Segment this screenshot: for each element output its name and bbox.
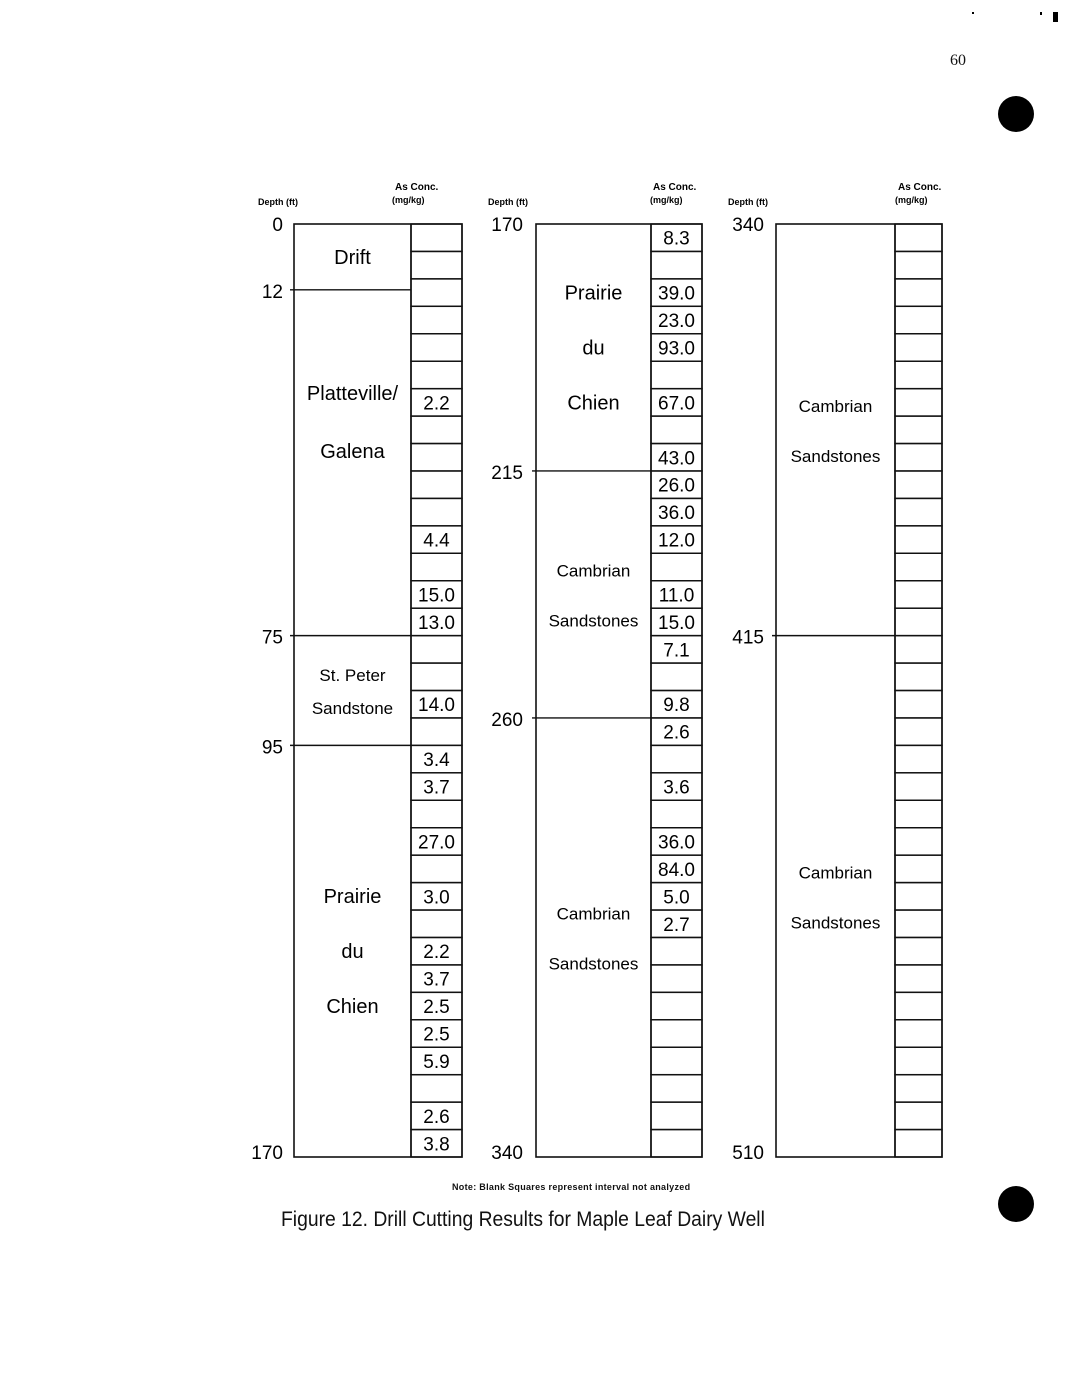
sample-value: 11.0	[658, 585, 695, 607]
sample-cell	[895, 1102, 942, 1129]
sample-cell	[411, 306, 462, 333]
sample-cell	[411, 1075, 462, 1102]
depth-header: Depth (ft)	[258, 197, 298, 207]
sample-cell	[895, 992, 942, 1019]
sample-value: 3.4	[423, 750, 450, 772]
depth-label: 95	[261, 737, 283, 759]
figure-note: Note: Blank Squares represent interval not analyzed	[452, 1182, 691, 1192]
sample-cell	[895, 691, 942, 718]
sample-cell	[411, 251, 462, 278]
sample-cell	[895, 471, 942, 498]
conc-header-unit: (mg/kg)	[895, 195, 928, 205]
sample-cell	[411, 498, 462, 525]
sample-value: 5.9	[423, 1051, 450, 1073]
depth-label: 12	[261, 281, 283, 303]
depth-label: 170	[251, 1143, 283, 1164]
sample-cell	[895, 334, 942, 361]
formation-label: Sandstones	[548, 954, 639, 974]
formation-label: Sandstones	[790, 446, 881, 466]
sample-value: 4.4	[423, 530, 450, 552]
sample-cell	[895, 224, 942, 251]
sample-value: 93.0	[658, 338, 695, 360]
conc-header: As Conc.	[653, 182, 697, 193]
sample-cell	[895, 279, 942, 306]
sample-cell	[895, 636, 942, 663]
depth-label: 0	[272, 215, 283, 236]
sample-cell	[651, 800, 702, 827]
formation-label: Chien	[326, 996, 379, 1019]
sample-cell	[411, 663, 462, 690]
sample-value: 3.6	[663, 777, 690, 799]
sample-cell	[411, 224, 462, 251]
formation-label: Cambrian	[556, 904, 631, 924]
sample-cell	[895, 745, 942, 772]
sample-value: 15.0	[418, 585, 455, 607]
sample-value: 36.0	[658, 832, 695, 854]
conc-header: As Conc.	[898, 182, 942, 193]
formation-label: du	[582, 337, 605, 360]
formation-label: St. Peter	[319, 666, 386, 685]
sample-cell	[895, 883, 942, 910]
sample-cell	[895, 800, 942, 827]
sample-cell	[895, 663, 942, 690]
sample-cell	[895, 937, 942, 964]
sample-value: 3.7	[423, 969, 450, 991]
sample-value: 13.0	[418, 612, 455, 634]
sample-cell	[895, 718, 942, 745]
sample-value: 23.0	[658, 311, 695, 333]
sample-cell	[895, 1130, 942, 1157]
formation-label: Drift	[334, 246, 371, 269]
depth-header: Depth (ft)	[488, 197, 528, 207]
sample-value: 2.6	[663, 722, 690, 744]
depth-label: 340	[732, 215, 764, 236]
sample-cell	[895, 1020, 942, 1047]
sample-cell	[895, 828, 942, 855]
sample-value: 12.0	[658, 530, 695, 552]
sample-value: 43.0	[658, 448, 695, 470]
formation-label: Cambrian	[798, 396, 873, 416]
sample-value: 2.7	[663, 914, 690, 936]
sample-cell	[411, 910, 462, 937]
sample-cell	[651, 1075, 702, 1102]
sample-cell	[895, 389, 942, 416]
sample-value: 3.0	[423, 887, 450, 909]
formation-label: Prairie	[564, 282, 623, 305]
formation-label: Sandstone	[311, 699, 394, 718]
formation-label: Sandstones	[790, 913, 881, 933]
sample-cell	[651, 1047, 702, 1074]
sample-value: 7.1	[663, 640, 690, 662]
sample-cell	[651, 361, 702, 388]
sample-cell	[895, 251, 942, 278]
sample-value: 8.3	[663, 228, 690, 250]
conc-header: As Conc.	[395, 182, 439, 193]
depth-header: Depth (ft)	[728, 197, 768, 207]
sample-cell	[895, 526, 942, 553]
sample-value: 5.0	[663, 887, 690, 909]
formation-label: Chien	[567, 392, 620, 415]
sample-cell	[411, 553, 462, 580]
sample-cell	[411, 718, 462, 745]
sample-cell	[411, 279, 462, 306]
sample-cell	[895, 608, 942, 635]
sample-cell	[651, 553, 702, 580]
sample-cell	[651, 992, 702, 1019]
depth-label: 170	[491, 215, 523, 236]
sample-value: 2.6	[423, 1106, 450, 1128]
sample-cell	[895, 553, 942, 580]
conc-header-unit: (mg/kg)	[392, 195, 425, 205]
sample-cell	[651, 1102, 702, 1129]
sample-value: 15.0	[658, 612, 695, 634]
sample-value: 9.8	[663, 695, 690, 717]
sample-value: 3.7	[423, 777, 450, 799]
sample-value: 84.0	[658, 859, 695, 881]
sample-value: 14.0	[418, 695, 455, 717]
sample-cell	[411, 855, 462, 882]
sample-cell	[411, 800, 462, 827]
sample-cell	[895, 416, 942, 443]
sample-cell	[411, 636, 462, 663]
sample-cell	[411, 361, 462, 388]
conc-header-unit: (mg/kg)	[650, 195, 683, 205]
sample-cell	[651, 1130, 702, 1157]
sample-value: 2.2	[423, 942, 450, 964]
sample-cell	[895, 306, 942, 333]
sample-value: 36.0	[658, 503, 695, 525]
sample-cell	[895, 361, 942, 388]
sample-cell	[895, 855, 942, 882]
formation-label: Platteville/	[306, 382, 399, 405]
sample-cell	[651, 937, 702, 964]
sample-cell	[895, 910, 942, 937]
sample-cell	[895, 1047, 942, 1074]
depth-label: 215	[491, 462, 523, 484]
sample-value: 67.0	[658, 393, 695, 415]
depth-label: 340	[491, 1143, 523, 1164]
sample-cell	[411, 444, 462, 471]
sample-value: 27.0	[418, 832, 455, 854]
sample-cell	[895, 965, 942, 992]
page-number: 60	[950, 52, 966, 69]
sample-cell	[895, 444, 942, 471]
formation-label: Galena	[320, 440, 385, 463]
sample-cell	[411, 416, 462, 443]
sample-cell	[651, 745, 702, 772]
sample-value: 3.8	[423, 1134, 450, 1156]
depth-label: 510	[732, 1143, 764, 1164]
sample-cell	[895, 498, 942, 525]
sample-cell	[411, 334, 462, 361]
sample-cell	[895, 1075, 942, 1102]
sample-cell	[651, 965, 702, 992]
sample-value: 2.5	[423, 1024, 450, 1046]
sample-value: 26.0	[658, 475, 695, 497]
sample-cell	[651, 663, 702, 690]
sample-cell	[895, 581, 942, 608]
sample-cell	[651, 251, 702, 278]
sample-value: 39.0	[658, 283, 695, 305]
sample-value: 2.2	[423, 393, 450, 415]
depth-label: 75	[261, 627, 283, 649]
formation-label: Cambrian	[556, 561, 631, 581]
formation-label: Cambrian	[798, 863, 873, 883]
sample-cell	[411, 471, 462, 498]
figure-caption: Figure 12. Drill Cutting Results for Maple Leaf Dairy Well	[281, 1208, 765, 1231]
formation-label: Prairie	[323, 886, 382, 909]
formation-label: Sandstones	[548, 611, 639, 631]
sample-value: 2.5	[423, 997, 450, 1019]
sample-cell	[895, 773, 942, 800]
formation-label: du	[341, 941, 364, 964]
depth-label: 415	[732, 627, 764, 649]
sample-cell	[651, 416, 702, 443]
depth-label: 260	[491, 709, 523, 731]
sample-cell	[651, 1020, 702, 1047]
